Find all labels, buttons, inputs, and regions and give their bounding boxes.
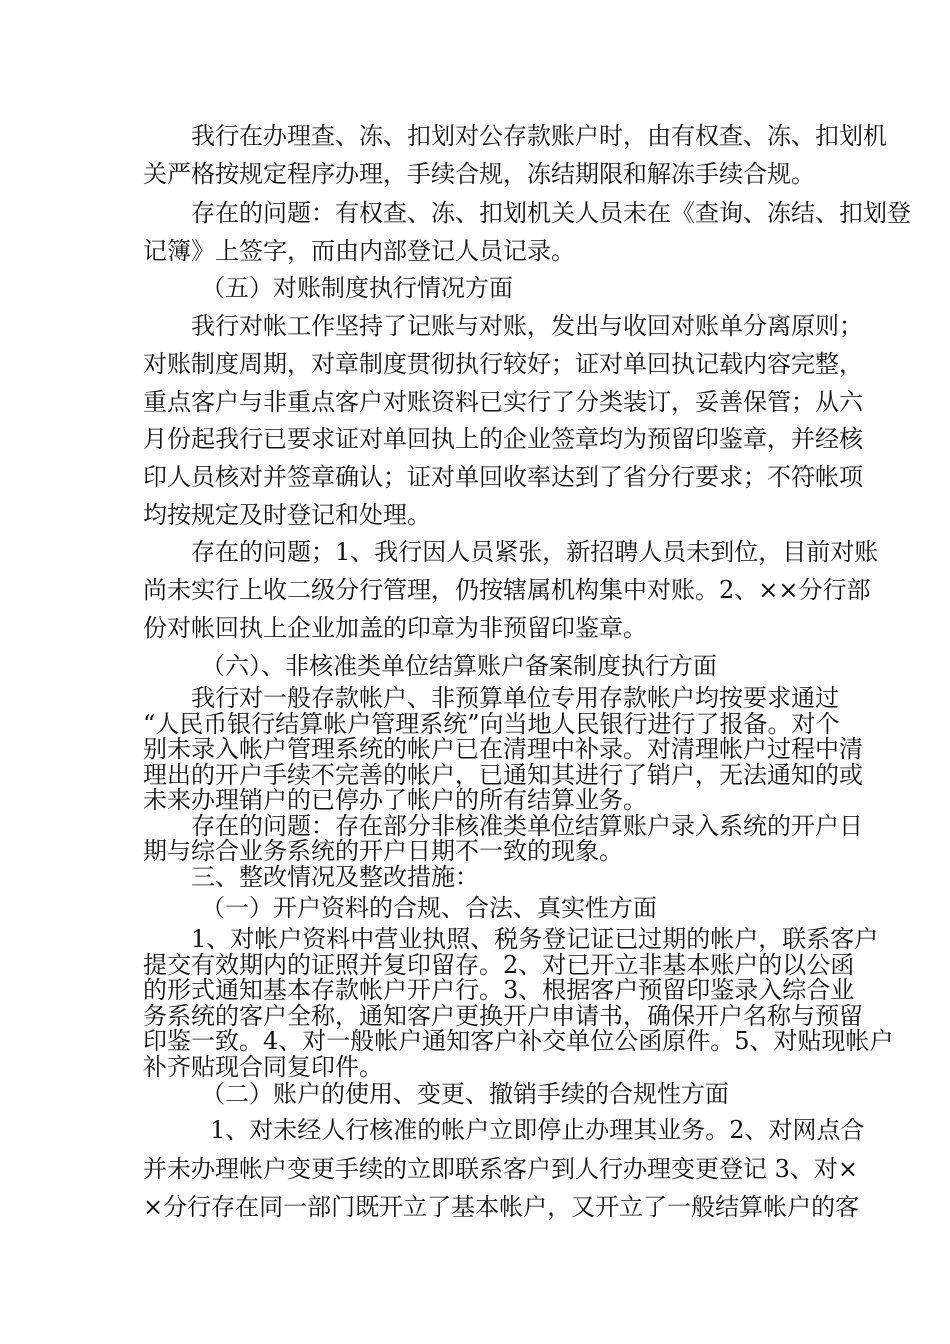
paragraph-line: 存在的问题；1、我行因人员紧张，新招聘人员未到位，目前对账: [191, 538, 879, 566]
paragraph-line: 务系统的客户全称，通知客户更换开户申请书，确保开户名称与预留: [143, 1002, 863, 1030]
paragraph-line: 记簿》上签字，而由内部登记人员记录。: [143, 237, 575, 265]
paragraph-line: 印人员核对并签章确认；证对单回收率达到了省分行要求；不符帐项: [143, 463, 863, 491]
paragraph-line: 月份起我行已要求证对单回执上的企业签章均为预留印鉴章，并经核: [143, 425, 863, 453]
paragraph-line: 期与综合业务系统的开户日期不一致的现象。: [143, 837, 623, 865]
paragraph-line: 存在的问题：有权查、冻、扣划机关人员未在《查询、冻结、扣划登: [191, 199, 911, 227]
paragraph-line: 份对帐回执上企业加盖的印章为非预留印鉴章。: [143, 614, 647, 642]
section-heading: （六）、非核准类单位结算账户备案制度执行方面: [201, 652, 717, 680]
section-heading: （五）对账制度执行情况方面: [201, 274, 513, 302]
paragraph-line: 理出的开户手续不完善的帐户，已通知其进行了销户，无法通知的或: [143, 761, 863, 789]
paragraph-line: 存在的问题：存在部分非核准类单位结算账户录入系统的开户日: [191, 812, 863, 840]
paragraph-line: 提交有效期内的证照并复印留存。2、对已开立非基本账户的以公函: [143, 951, 855, 979]
paragraph-line: 关严格按规定程序办理，手续合规，冻结期限和解冻手续合规。: [143, 160, 815, 188]
paragraph-line: 1、对帐户资料中营业执照、税务登记证已过期的帐户，联系客户: [191, 925, 879, 953]
paragraph-line: 尚未实行上收二级分行管理，仍按辖属机构集中对账。2、××分行部: [143, 576, 871, 604]
paragraph-line: 的形式通知基本存款帐户开户行。3、根据客户预留印鉴录入综合业: [143, 976, 855, 1004]
paragraph-line: 重点客户与非重点客户对账资料已实行了分类装订，妥善保管；从六: [143, 388, 863, 416]
paragraph-line: 补齐贴现合同复印件。: [143, 1053, 383, 1081]
paragraph-line: 别未录入帐户管理系统的帐户已在清理中补录。对清理帐户过程中清: [143, 735, 863, 763]
paragraph-line: 我行对帐工作坚持了记账与对账，发出与收回对账单分离原则；: [191, 312, 863, 340]
paragraph-line: 均按规定及时登记和处理。: [143, 501, 431, 529]
paragraph-line: 对账制度周期，对章制度贯彻执行较好；证对单回执记载内容完整，: [143, 350, 863, 378]
paragraph-line: 未来办理销户的已停办了帐户的所有结算业务。: [143, 786, 647, 814]
paragraph-line: 我行在办理查、冻、扣划对公存款账户时，由有权查、冻、扣划机: [191, 122, 887, 150]
paragraph-line: 并未办理帐户变更手续的立即联系客户到人行办理变更登记 3、对×: [143, 1155, 859, 1183]
paragraph-line: 印鉴一致。4、对一般帐户通知客户补交单位公函原件。5、对贴现帐户: [143, 1027, 894, 1055]
paragraph-line: 1、对未经人行核准的帐户立即停止办理其业务。2、对网点合: [210, 1116, 865, 1144]
section-heading: （二）账户的使用、变更、撤销手续的合规性方面: [201, 1080, 729, 1108]
paragraph-line: “人民币银行结算帐户管理系统”向当地人民银行进行了报备。对个: [143, 710, 840, 738]
section-heading: （一）开户资料的合规、合法、真实性方面: [201, 894, 657, 922]
paragraph-line: 我行对一般存款帐户、非预算单位专用存款帐户均按要求通过: [191, 684, 839, 712]
paragraph-line: ×分行存在同一部门既开立了基本帐户，又开立了一般结算帐户的客: [143, 1193, 860, 1221]
section-heading: 三、整改情况及整改措施：: [191, 863, 479, 891]
